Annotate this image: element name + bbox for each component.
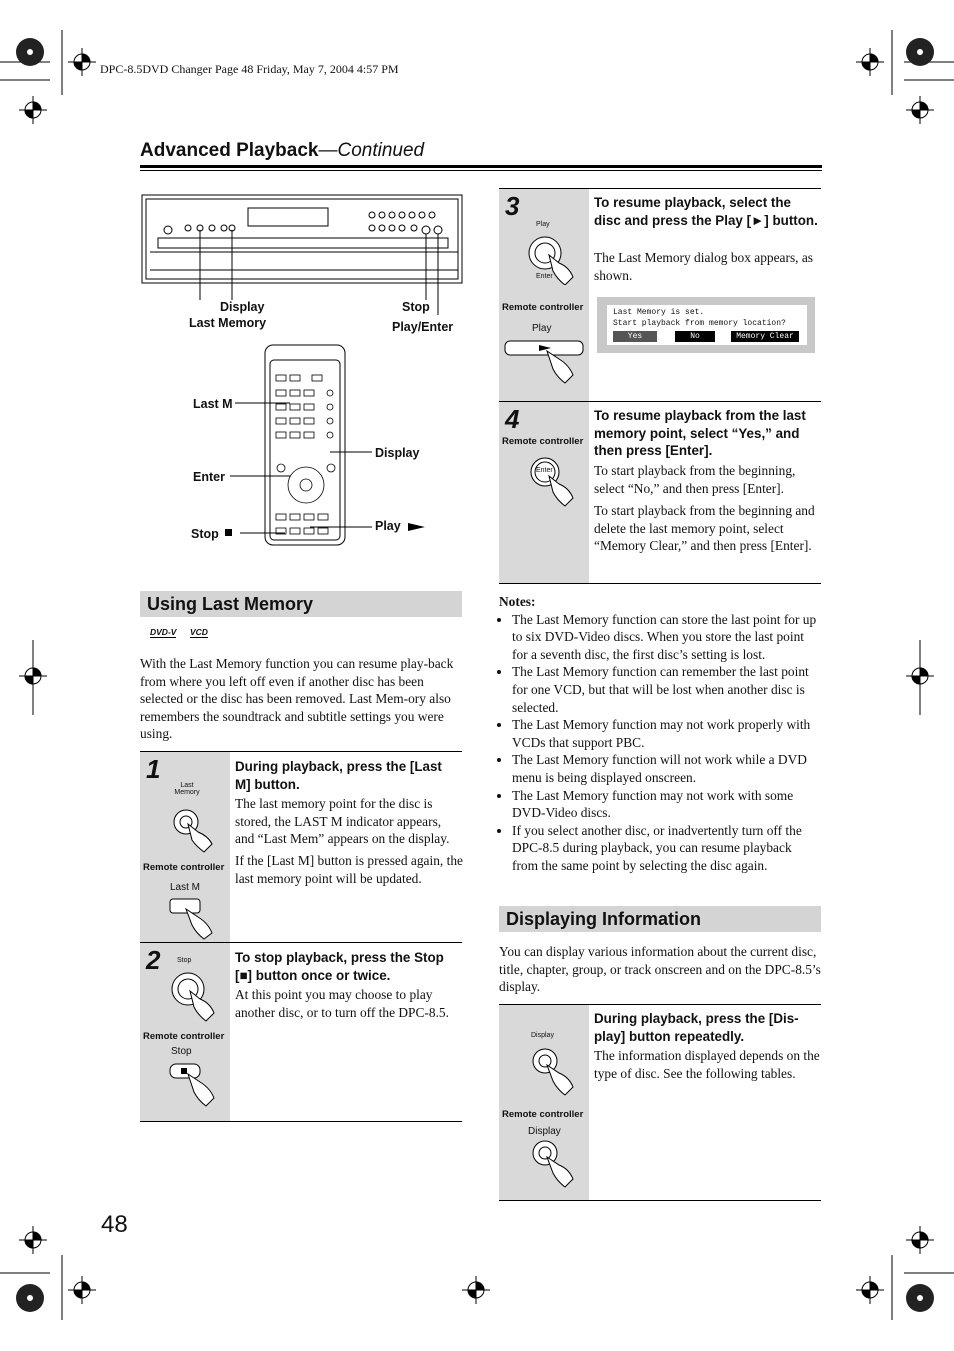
vcd-badge: VCD <box>190 627 208 637</box>
step-2-remote-button: Stop <box>171 1046 192 1057</box>
step-2-number: 2 <box>146 945 161 975</box>
remote-display-button-icon <box>527 1139 587 1195</box>
step-1-number: 1 <box>146 754 161 784</box>
step-3-remote-label: Remote controller <box>502 302 584 313</box>
header-rule <box>140 165 822 168</box>
label-stop-remote: Stop <box>191 527 219 541</box>
device-illustration <box>140 190 470 550</box>
display-step <box>499 1004 821 1201</box>
displaying-information-heading: Displaying Information <box>499 906 821 932</box>
section-title-continued: —Continued <box>318 140 425 161</box>
dvd-v-badge: DVD-V <box>150 627 177 637</box>
display-step-title: During playback, press the [Dis-play] button repeatedly. <box>594 1011 799 1044</box>
step-1-para-2: If the [Last M] button is pressed again, the last memory point will be updated. <box>235 853 463 886</box>
step-1 <box>140 751 462 943</box>
note-item: • The Last Memory function may not work properly with VCDs that support PBC. <box>512 716 821 751</box>
label-enter: Enter <box>193 470 225 484</box>
step-3-number: 3 <box>505 191 520 221</box>
step-4-para-2: To start playback from the beginning and delete the last memory point, select “Memory Clear,” and then press [Enter]. <box>594 503 815 554</box>
notes <box>499 593 821 875</box>
finger-press-icon <box>168 969 228 1023</box>
step-4-para-1: To start playback from the beginning, select “No,” and then press [Enter]. <box>594 463 796 496</box>
step-3 <box>499 188 821 402</box>
note-item: • The Last Memory function can remember the last point for one VCD, but that will be lost when another disc is selected. <box>512 663 821 716</box>
step-4 <box>499 401 821 584</box>
notes-heading: Notes: <box>499 594 536 609</box>
dialog-inner <box>607 305 807 345</box>
dialog-memory-clear-button[interactable]: Memory Clear <box>731 331 799 342</box>
display-step-button-label: Display <box>531 1032 554 1039</box>
using-last-memory-intro: With the Last Memory function you can resume play-back from where you left off even if another disc has been selected or the disc has been removed. Last Mem-ory also remembers the soundtrack and subtitle settings you were using. <box>140 656 454 742</box>
using-last-memory-heading: Using Last Memory <box>140 591 462 617</box>
label-display-remote: Display <box>375 446 420 460</box>
display-step-remote-label: Remote controller <box>502 1109 584 1120</box>
dialog-line-1: Last Memory is set. <box>613 308 705 317</box>
step-1-para-1: The last memory point for the disc is stored, the LAST M indicator appears, and “Last Mem” appears on the display. <box>235 796 450 847</box>
finger-press-enter-icon <box>527 454 587 510</box>
step-3-para-1: The Last Memory dialog box appears, as shown. <box>594 250 814 283</box>
step-3-remote-button: Play <box>532 323 552 334</box>
note-item: • If you select another disc, or inadvertently turn off the DPC-8.5 during playback, you can resume playback from the same point by selecting the disc again. <box>512 822 821 875</box>
step-1-remote-button: Last M <box>170 882 201 893</box>
step-2-button-label: Stop <box>177 957 192 964</box>
step-3-button-sublabel: Enter <box>536 273 553 280</box>
label-display: Display <box>220 300 265 314</box>
step-4-remote-label: Remote controller <box>502 436 584 447</box>
notes-list <box>499 611 821 875</box>
last-memory-dialog <box>597 297 815 353</box>
step-2-remote-label: Remote controller <box>143 1031 225 1042</box>
remote-play-button-icon <box>503 337 589 387</box>
page-section-title <box>140 140 424 162</box>
note-item: • The Last Memory function can store the last point for up to six DVD-Video discs. When you store the last point for a seventh disc, the first disc’s setting is lost. <box>512 611 821 664</box>
remote-stop-button-icon <box>168 1058 228 1108</box>
step-4-title: To resume playback from the last memory point, select “Yes,” and then press [Enter]. <box>594 408 806 459</box>
label-play: Play <box>375 519 401 533</box>
displaying-information-intro: You can display various information about the current disc, title, chapter, group, or track onscreen and on the DPC-8.5’s display. <box>499 944 821 995</box>
dialog-line-2: Start playback from memory location? <box>613 319 786 328</box>
step-2 <box>140 942 462 1122</box>
step-2-title: To stop playback, press the Stop [■] button once or twice. <box>235 950 444 983</box>
step-4-number: 4 <box>505 404 520 434</box>
step-3-title: To resume playback, select the disc and press the Play [►] button. <box>594 195 818 228</box>
header-rule-thin <box>140 170 822 171</box>
step-1-button-label: Last Memory <box>174 782 200 796</box>
note-item: • The Last Memory function will not work while a DVD menu is being displayed onscreen. <box>512 751 821 786</box>
step-2-para-1: At this point you may choose to play another disc, or to turn off the DPC-8.5. <box>235 987 449 1020</box>
step-1-remote-label: Remote controller <box>143 862 225 873</box>
note-item: • The Last Memory function may not work with some DVD-Video discs. <box>512 787 821 822</box>
remote-button-press-icon <box>168 895 228 941</box>
display-step-para: The information displayed depends on the type of disc. See the following tables. <box>594 1048 820 1081</box>
display-step-remote-button: Display <box>528 1126 561 1137</box>
step-3-button-label: Play <box>536 221 550 228</box>
label-stop: Stop <box>402 300 430 314</box>
label-last-m: Last M <box>193 397 233 411</box>
section-title-main: Advanced Playback <box>140 140 319 161</box>
page-number: 48 <box>101 1211 128 1238</box>
label-play-enter: Play/Enter <box>392 320 454 334</box>
dialog-no-button[interactable]: No <box>675 331 715 342</box>
label-last-memory: Last Memory <box>189 316 267 330</box>
finger-press-icon <box>527 1045 587 1101</box>
step-1-title: During playback, press the [Last M] button. <box>235 759 442 792</box>
finger-press-icon <box>168 804 228 854</box>
step-4-button-label: Enter <box>536 467 553 474</box>
file-header: DPC-8.5DVD Changer Page 48 Friday, May 7, 2004 4:57 PM <box>100 62 399 76</box>
dialog-yes-button[interactable]: Yes <box>613 331 657 342</box>
